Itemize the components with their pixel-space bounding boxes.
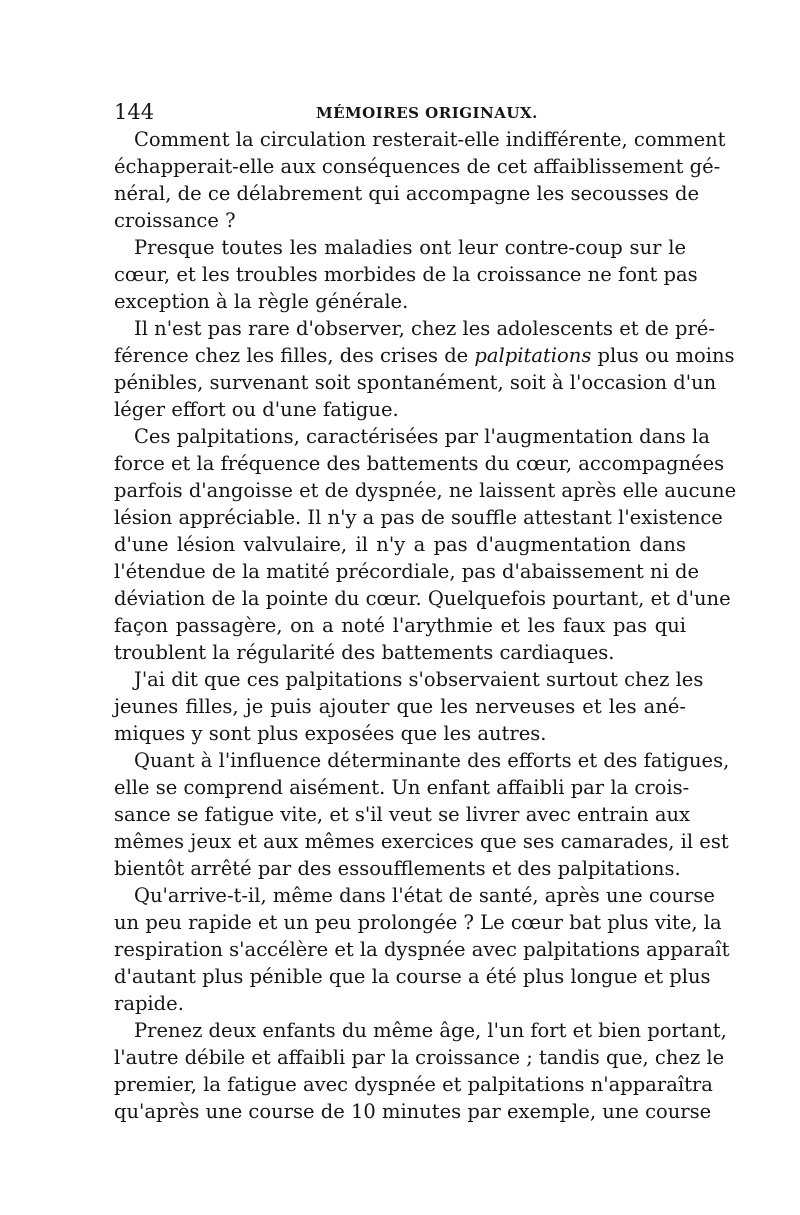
text-line: un peu rapide et un peu prolongée ? Le cœur bat plus vite, la	[114, 911, 722, 934]
text-line: force et la fréquence des battements du cœur, accompagnées	[114, 452, 725, 475]
text-line: Comment la circulation resterait-elle indifférente, comment	[134, 128, 726, 151]
text-line: rapide.	[114, 992, 184, 1015]
text-segment: plus ou moins	[597, 344, 735, 367]
text-line: échapperait-elle aux conséquences de cet affaiblissement gé-	[114, 155, 721, 178]
text-line: Qu'arrive-t-il, même dans l'état de santé, après une course	[134, 884, 715, 907]
text-line: pénibles, survenant soit spontanément, soit à l'occasion d'un	[114, 371, 717, 394]
text-line: jeunes filles, je puis ajouter que les nerveuses et les ané-	[114, 695, 686, 718]
text-line: parfois d'angoisse et de dyspnée, ne laissent après elle aucune	[114, 479, 737, 502]
page-number: 144	[114, 100, 155, 124]
text-line: cœur, et les troubles morbides de la croissance ne font pas	[114, 263, 698, 286]
text-line: l'étendue de la matité précordiale, pas d'abaissement ni de	[114, 560, 700, 583]
text-line: néral, de ce délabrement qui accompagne les secousses de	[114, 182, 700, 205]
text-line: Prenez deux enfants du même âge, l'un fort et bien portant,	[134, 1019, 727, 1042]
text-line: mêmes jeux et aux mêmes exercices que ses camarades, il est	[114, 830, 729, 853]
text-line: exception à la règle générale.	[114, 290, 409, 313]
text-line: déviation de la pointe du cœur. Quelquefois pourtant, et d'une	[114, 587, 731, 610]
text-line: d'une lésion valvulaire, il n'y a pas d'augmentation dans	[114, 533, 686, 556]
text-line: lésion appréciable. Il n'y a pas de souffle attestant l'existence	[114, 506, 723, 529]
text-line: J'ai dit que ces palpitations s'observaient surtout chez les	[134, 668, 704, 691]
text-line: sance se fatigue vite, et s'il veut se livrer avec entrain aux	[114, 803, 691, 826]
text-line: respiration s'accélère et la dyspnée avec palpitations apparaît	[114, 938, 730, 961]
text-line: premier, la fatigue avec dyspnée et palpitations n'apparaîtra	[114, 1073, 713, 1096]
text-line-with-emphasis	[114, 342, 735, 369]
body-text	[114, 126, 737, 1125]
text-line: façon passagère, on a noté l'arythmie et les faux pas qui	[114, 614, 686, 637]
text-line: bientôt arrêté par des essoufflements et des palpitations.	[114, 857, 681, 880]
running-head: MÉMOIRES ORIGINAUX.	[316, 104, 538, 122]
text-line: d'autant plus pénible que la course a été plus longue et plus	[114, 965, 711, 988]
emphasized-term: palpitations	[474, 344, 592, 367]
text-line: miques y sont plus exposées que les autres.	[114, 722, 547, 745]
text-segment: férence chez les filles, des crises de	[114, 344, 469, 367]
text-line: elle se comprend aisément. Un enfant affaibli par la crois-	[114, 776, 690, 799]
text-line: qu'après une course de 10 minutes par exemple, une course	[114, 1100, 712, 1123]
text-line: Quant à l'influence déterminante des efforts et des fatigues,	[134, 749, 730, 772]
text-line: Presque toutes les maladies ont leur contre-coup sur le	[134, 236, 686, 259]
text-line: léger effort ou d'une fatigue.	[114, 398, 399, 421]
text-line: l'autre débile et affaibli par la croissance ; tandis que, chez le	[114, 1046, 725, 1069]
text-line: Il n'est pas rare d'observer, chez les adolescents et de pré-	[134, 317, 715, 340]
text-line: croissance ?	[114, 209, 236, 232]
text-line: troublent la régularité des battements cardiaques.	[114, 641, 615, 664]
text-line: Ces palpitations, caractérisées par l'augmentation dans la	[134, 425, 710, 448]
